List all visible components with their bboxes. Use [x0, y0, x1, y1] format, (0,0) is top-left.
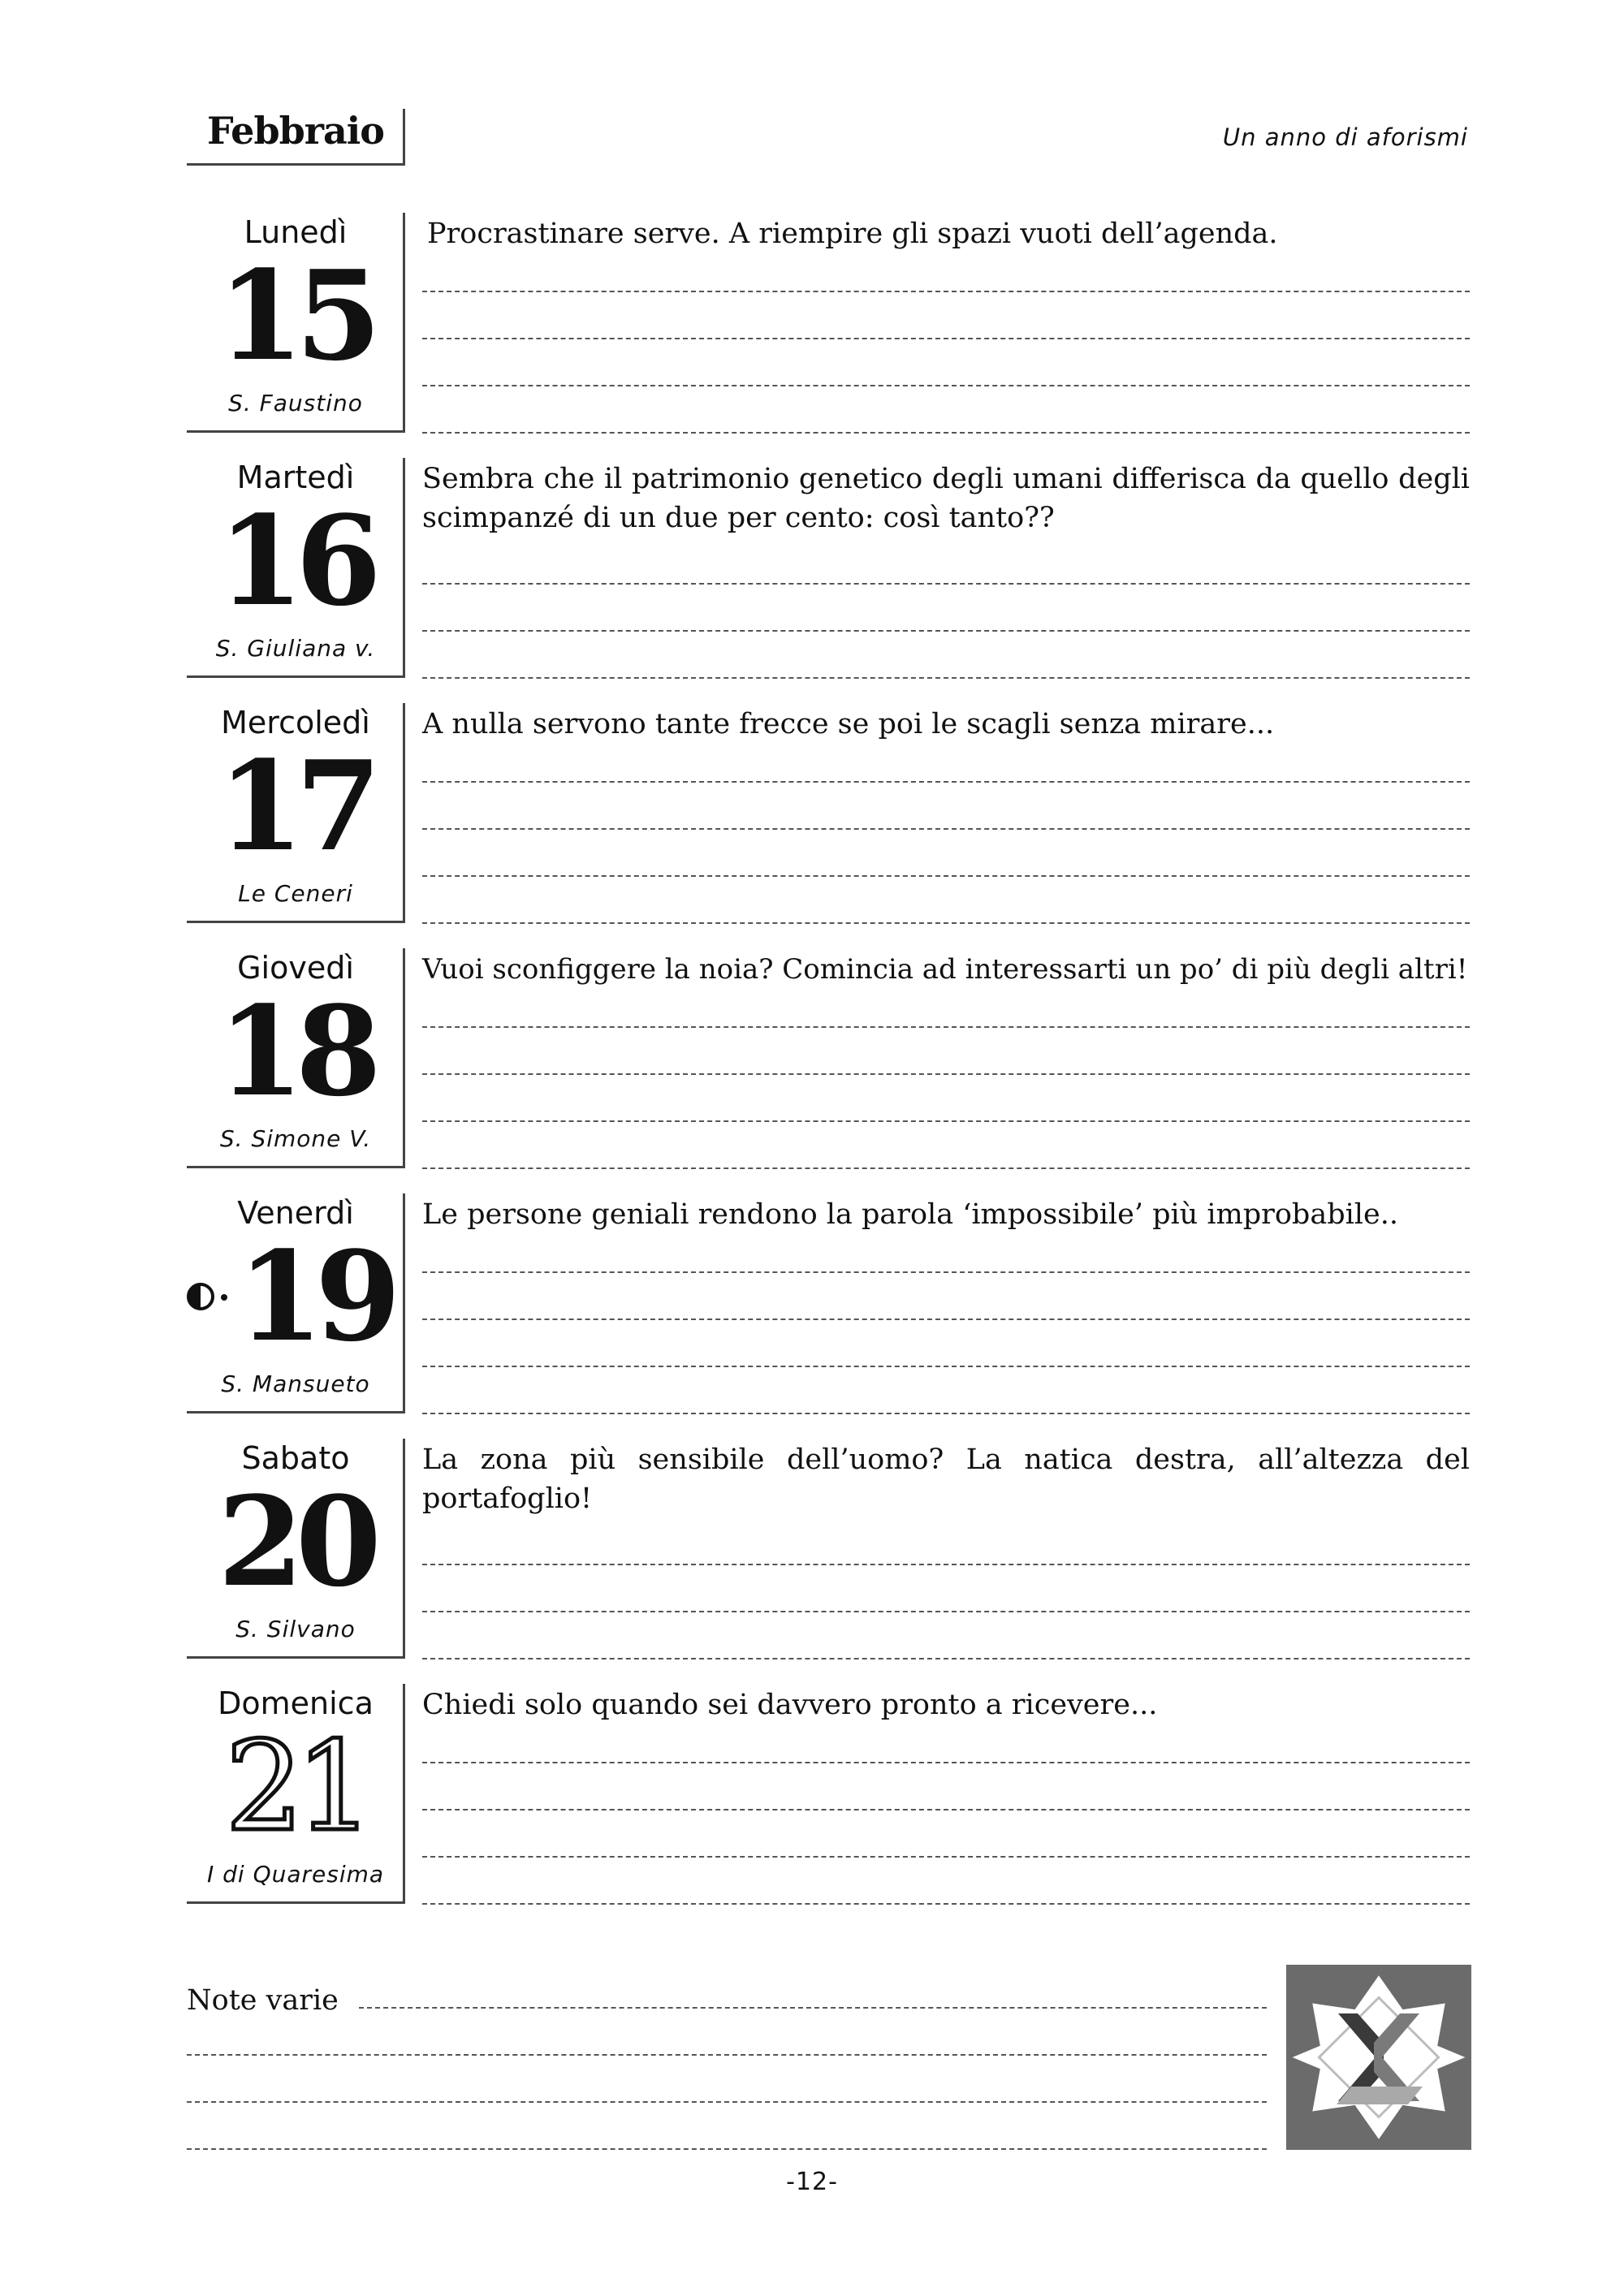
day-underline [187, 1166, 405, 1168]
weekday-label: Giovedì [237, 950, 354, 986]
weekday-label: Mercoledì [221, 705, 370, 740]
writing-line [422, 781, 1470, 783]
saint-name: S. Giuliana v. [215, 635, 376, 662]
month-title: Febbraio [207, 109, 384, 153]
day-underline [187, 1411, 405, 1413]
publisher-logo-icon [1286, 1965, 1471, 2150]
weekday-label: Martedì [236, 460, 355, 495]
writing-line [422, 875, 1470, 877]
writing-line [422, 385, 1470, 386]
saint-name: Le Ceneri [238, 880, 353, 907]
day-number: 16 [218, 488, 374, 633]
saint-name: I di Quaresima [206, 1861, 385, 1888]
day-underline [187, 430, 405, 433]
day-underline [187, 1901, 405, 1904]
notes-line [187, 2101, 1267, 2103]
weekday-label: Domenica [218, 1685, 374, 1721]
writing-line [422, 1564, 1470, 1565]
writing-line [422, 1318, 1470, 1320]
writing-line [422, 1809, 1470, 1810]
writing-line [422, 1762, 1470, 1763]
day-divider [403, 1439, 405, 1659]
writing-line [422, 1271, 1470, 1273]
writing-line [422, 291, 1470, 292]
saint-name: S. Simone V. [219, 1125, 372, 1152]
aphorism-text: A nulla servono tante frecce se poi le scagli senza mirare... [422, 708, 1275, 740]
day-number: 20 [218, 1469, 374, 1614]
day-number: 17 [218, 733, 374, 878]
day-block-thursday [0, 948, 1624, 1193]
day-number: 18 [218, 978, 374, 1124]
day-underline [187, 921, 405, 923]
writing-line [422, 1903, 1470, 1905]
writing-line [422, 1658, 1470, 1659]
weekday-label: Lunedì [244, 214, 348, 250]
book-title: Un anno di aforismi [1222, 123, 1468, 151]
writing-line [422, 922, 1470, 924]
day-block-sunday [0, 1684, 1624, 1929]
writing-line [422, 1073, 1470, 1075]
writing-line [422, 1366, 1470, 1367]
aphorism-text: Vuoi sconfiggere la noia? Comincia ad interessarti un po’ di più degli altri! [422, 953, 1468, 986]
saint-name: S. Silvano [235, 1616, 356, 1642]
writing-line [422, 1120, 1470, 1122]
writing-line [422, 583, 1470, 585]
day-block-friday [0, 1193, 1624, 1439]
day-block-tuesday [0, 458, 1624, 703]
month-title-border-bottom [187, 163, 405, 166]
notes-line [359, 2007, 1267, 2009]
writing-line [422, 677, 1470, 679]
writing-line [422, 630, 1470, 632]
month-title-border-right [403, 109, 405, 166]
notes-label: Note varie [187, 1984, 339, 2017]
day-underline [187, 675, 405, 678]
writing-line [422, 1026, 1470, 1028]
day-block-monday [0, 213, 1624, 458]
day-block-saturday [0, 1439, 1624, 1684]
day-underline [187, 1656, 405, 1659]
weekday-label: Sabato [241, 1440, 350, 1476]
aphorism-text: Sembra che il patrimonio genetico degli umani differisca da quello degli scimpanzé di un due per cento: così tanto?? [422, 463, 1470, 534]
day-number: 19 [237, 1224, 393, 1369]
writing-line [422, 338, 1470, 339]
notes-line [187, 2148, 1267, 2150]
day-divider [403, 213, 405, 433]
writing-line [422, 1167, 1470, 1169]
writing-line [422, 1611, 1470, 1612]
writing-line [422, 828, 1470, 830]
day-number: 21 [225, 1715, 366, 1858]
weekday-label: Venerdì [237, 1195, 354, 1231]
notes-line [187, 2054, 1267, 2056]
aphorism-text: Procrastinare serve. A riempire gli spazi vuoti dell’agenda. [427, 218, 1278, 250]
day-block-wednesday [0, 703, 1624, 948]
writing-line [422, 432, 1470, 434]
page-number: -12- [786, 2168, 838, 2196]
day-divider [403, 703, 405, 923]
day-divider [403, 458, 405, 678]
aphorism-text: Le persone geniali rendono la parola ‘impossibile’ più improbabile.. [422, 1198, 1398, 1231]
aphorism-text: La zona più sensibile dell’uomo? La natica destra, all’altezza del portafoglio! [422, 1444, 1470, 1515]
writing-line [422, 1413, 1470, 1414]
day-divider [403, 948, 405, 1168]
aphorism-text: Chiedi solo quando sei davvero pronto a ricevere... [422, 1689, 1158, 1721]
day-number: 15 [218, 243, 374, 388]
writing-line [422, 1856, 1470, 1858]
saint-name: S. Mansueto [221, 1370, 370, 1397]
saint-name: S. Faustino [228, 390, 363, 416]
day-divider [403, 1684, 405, 1904]
